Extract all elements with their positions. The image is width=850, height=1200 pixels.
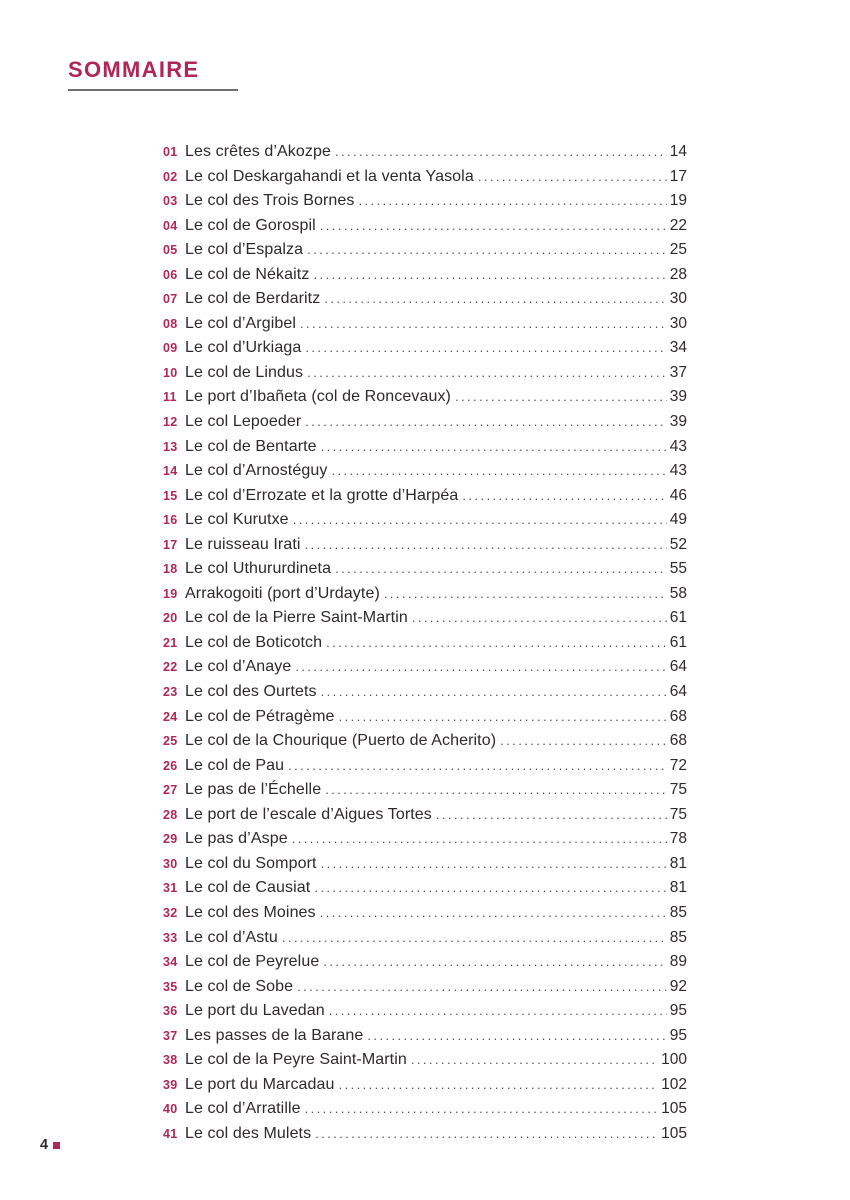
toc-entry-title: Le col d’Urkiaga [185, 339, 302, 357]
dot-leader [321, 435, 667, 459]
toc-entry [163, 803, 687, 828]
toc-entry [163, 557, 687, 582]
toc-entry-title: Le col Lepoeder [185, 413, 302, 431]
toc-entry-title: Le col des Moines [185, 903, 316, 921]
toc-entry-page: 75 [669, 781, 687, 799]
toc-entry-number: 34 [163, 955, 178, 970]
toc-entry-number: 22 [163, 660, 178, 675]
dot-leader [326, 631, 667, 655]
dot-leader [295, 655, 666, 679]
toc-entry-title: Le col de Bentarte [185, 437, 317, 455]
toc-entry [163, 655, 687, 680]
toc-entry-number: 01 [163, 145, 178, 159]
toc-entry-page: 95 [669, 1026, 687, 1044]
toc-entry-number: 13 [163, 439, 178, 454]
toc-entry-title: Le port du Lavedan [185, 1002, 325, 1020]
dot-leader [411, 1048, 658, 1072]
dot-leader [321, 852, 667, 876]
toc-entry-page: 81 [669, 879, 687, 897]
dot-leader [313, 263, 666, 287]
toc-entry [163, 361, 687, 386]
toc-entry-page: 61 [669, 633, 687, 651]
toc-entry-page: 64 [669, 658, 687, 676]
toc-entry [163, 999, 687, 1024]
toc-entry-title: Le col d’Anaye [185, 658, 292, 676]
dot-leader [321, 680, 667, 704]
toc-entry [163, 435, 687, 460]
toc-entry-number: 32 [163, 905, 178, 920]
toc-entry-page: 100 [661, 1051, 687, 1069]
toc-entry [163, 926, 687, 951]
toc-entry [163, 778, 687, 803]
toc-entry-number: 04 [163, 218, 178, 233]
toc-entry-title: Le col d’Argibel [185, 314, 296, 332]
toc-entry-title: Le col de Pau [185, 756, 285, 774]
toc-entry-number: 21 [163, 635, 178, 650]
toc-entry-title: Le col de Pétragème [185, 707, 335, 725]
toc-entry-title: Le ruisseau Irati [185, 535, 301, 553]
toc-entry [163, 852, 687, 877]
toc-entry [163, 312, 687, 337]
toc-entry-number: 14 [163, 464, 178, 479]
toc-entry-page: 61 [669, 609, 687, 627]
toc-entry-page: 46 [669, 486, 687, 504]
toc-entry-page: 52 [669, 535, 687, 553]
toc-entry-title: Le port d’Ibañeta (col de Roncevaux) [185, 388, 451, 406]
toc-entry-number: 40 [163, 1102, 178, 1117]
toc-entry-number: 10 [163, 365, 178, 380]
toc-entry-number: 24 [163, 709, 178, 724]
toc-entry-page: 64 [669, 683, 687, 701]
toc-entry-page: 30 [669, 290, 687, 308]
toc-entry [163, 680, 687, 705]
toc-entry-page: 25 [669, 241, 687, 259]
toc-entry-page: 30 [669, 314, 687, 332]
toc-entry-number: 17 [163, 537, 178, 552]
toc-entry-title: Le col de Lindus [185, 363, 304, 381]
toc-entry-title: Le pas de l’Échelle [185, 781, 322, 799]
toc-entry [163, 876, 687, 901]
toc-entry-number: 16 [163, 513, 178, 528]
toc-entry-title: Le col de Causiat [185, 879, 311, 897]
toc-entry-title: Les passes de la Barane [185, 1026, 364, 1044]
toc-entry-title: Le pas d’Aspe [185, 830, 288, 848]
dot-leader [384, 582, 667, 606]
toc-entry-page: 39 [669, 413, 687, 431]
toc-entry-page: 37 [669, 363, 687, 381]
toc-entry [163, 975, 687, 1000]
toc-entry-number: 39 [163, 1077, 178, 1092]
toc-entry-number: 07 [163, 292, 178, 307]
dot-leader [329, 999, 667, 1023]
toc-entry-number: 05 [163, 243, 178, 258]
dot-leader [315, 1122, 658, 1146]
toc-entry-page: 14 [669, 143, 687, 160]
table-of-contents [163, 140, 687, 1146]
toc-entry-number: 27 [163, 783, 178, 798]
toc-entry [163, 165, 687, 190]
toc-entry-title: Le col d’Arnostéguy [185, 462, 328, 480]
dot-leader [320, 901, 667, 925]
dot-leader [455, 385, 667, 409]
toc-entry [163, 287, 687, 312]
toc-entry-page: 17 [669, 167, 687, 185]
toc-entry-page: 68 [669, 707, 687, 725]
toc-entry-number: 29 [163, 832, 178, 847]
toc-entry [163, 754, 687, 779]
toc-entry-number: 11 [163, 390, 177, 405]
folio-marker-square [53, 1142, 60, 1149]
dot-leader [359, 189, 667, 213]
dot-leader [478, 165, 667, 189]
dot-leader [292, 827, 667, 851]
toc-entry [163, 533, 687, 558]
toc-entry-number: 33 [163, 930, 178, 945]
toc-entry-title: Le col d’Astu [185, 928, 278, 946]
dot-leader [305, 336, 666, 360]
toc-entry-page: 92 [669, 977, 687, 995]
toc-entry [163, 631, 687, 656]
dot-leader [339, 1073, 659, 1097]
toc-entry-number: 26 [163, 758, 178, 773]
toc-entry-page: 89 [669, 953, 687, 971]
toc-entry-page: 105 [661, 1100, 687, 1118]
toc-entry-page: 78 [669, 830, 687, 848]
toc-entry-title: Le col de Berdaritz [185, 290, 321, 308]
toc-entry-number: 18 [163, 562, 178, 577]
toc-entry-title: Le col d’Arratille [185, 1100, 301, 1118]
toc-entry [163, 1122, 687, 1147]
page-title: SOMMAIRE [68, 57, 200, 82]
dot-leader [314, 876, 666, 900]
toc-entry-page: 68 [669, 732, 687, 750]
toc-entry-page: 19 [669, 192, 687, 210]
toc-entry-title: Arrakogoiti (port d’Urdayte) [185, 584, 380, 602]
dot-leader [412, 606, 667, 630]
toc-entry [163, 238, 687, 263]
toc-entry-number: 41 [163, 1126, 178, 1141]
toc-entry-title: Le col Uthururdineta [185, 560, 332, 578]
toc-entry-title: Le col de Boticotch [185, 633, 323, 651]
toc-entry-title: Le col des Trois Bornes [185, 192, 355, 210]
toc-entry-number: 25 [163, 734, 178, 749]
toc-entry [163, 901, 687, 926]
toc-entry-page: 55 [669, 560, 687, 578]
dot-leader [462, 484, 666, 508]
toc-entry [163, 336, 687, 361]
page-header [68, 57, 238, 91]
dot-leader [305, 1097, 658, 1121]
toc-entry-title: Le col Kurutxe [185, 511, 289, 529]
toc-entry-page: 39 [669, 388, 687, 406]
toc-entry [163, 606, 687, 631]
toc-entry-page: 58 [669, 584, 687, 602]
toc-entry-number: 06 [163, 267, 178, 282]
toc-entry-number: 31 [163, 881, 178, 896]
toc-entry-title: Le col de Gorospil [185, 216, 316, 234]
toc-entry-number: 09 [163, 341, 178, 356]
toc-entry-title: Le col de Nékaitz [185, 265, 310, 283]
toc-entry [163, 459, 687, 484]
toc-entry-title: Le col Deskargahandi et la venta Yasola [185, 167, 474, 185]
toc-entry-title: Le col de Sobe [185, 977, 294, 995]
toc-entry-page: 34 [669, 339, 687, 357]
dot-leader [282, 926, 667, 950]
toc-entry [163, 582, 687, 607]
toc-entry-number: 35 [163, 979, 178, 994]
dot-leader [367, 1024, 666, 1048]
toc-entry [163, 385, 687, 410]
dot-leader [436, 803, 667, 827]
toc-entry [163, 729, 687, 754]
dot-leader [305, 410, 666, 434]
toc-entry-page: 28 [669, 265, 687, 283]
dot-leader [293, 508, 667, 532]
toc-entry-title: Les crêtes d’Akozpe [185, 143, 331, 160]
toc-entry-page: 75 [669, 805, 687, 823]
title-underline [68, 89, 238, 91]
toc-entry-title: Le col d’Errozate et la grotte d’Harpéa [185, 486, 459, 504]
toc-entry-number: 19 [163, 586, 178, 601]
toc-entry-number: 36 [163, 1004, 178, 1019]
toc-entry-title: Le col de Peyrelue [185, 953, 320, 971]
toc-entry [163, 1024, 687, 1049]
dot-leader [335, 140, 667, 164]
dot-leader [500, 729, 667, 753]
toc-entry-title: Le col de la Pierre Saint-Martin [185, 609, 408, 627]
toc-entry-page: 49 [669, 511, 687, 529]
toc-entry-number: 30 [163, 856, 178, 871]
toc-entry-title: Le col d’Espalza [185, 241, 304, 259]
toc-entry-title: Le col des Mulets [185, 1124, 312, 1142]
toc-entry-title: Le col des Ourtets [185, 683, 317, 701]
dot-leader [331, 459, 666, 483]
toc-entry-number: 02 [163, 169, 178, 184]
toc-entry-title: Le port du Marcadau [185, 1075, 335, 1093]
toc-entry-page: 43 [669, 437, 687, 455]
toc-entry-number: 23 [163, 685, 178, 700]
toc-entry-page: 81 [669, 854, 687, 872]
toc-entry-number: 08 [163, 316, 178, 331]
dot-leader [323, 950, 666, 974]
dot-leader [335, 557, 667, 581]
toc-entry-number: 12 [163, 415, 178, 430]
toc-entry [163, 1073, 687, 1098]
folio-number: 4 [40, 1137, 49, 1153]
toc-entry-number: 20 [163, 611, 178, 626]
toc-entry-page: 72 [669, 756, 687, 774]
toc-entry-number: 37 [163, 1028, 178, 1043]
toc-entry-page: 85 [669, 903, 687, 921]
toc-entry-page: 85 [669, 928, 687, 946]
toc-entry-page: 43 [669, 462, 687, 480]
toc-entry [163, 263, 687, 288]
toc-entry-number: 15 [163, 488, 178, 503]
dot-leader [324, 287, 666, 311]
toc-entry [163, 189, 687, 214]
toc-entry-page: 22 [669, 216, 687, 234]
dot-leader [320, 214, 667, 238]
dot-leader [288, 754, 667, 778]
toc-entry [163, 410, 687, 435]
dot-leader [307, 238, 667, 262]
toc-entry-title: Le col de la Chourique (Puerto de Acherito) [185, 732, 497, 750]
toc-entry-page: 102 [661, 1075, 687, 1093]
dot-leader [339, 705, 667, 729]
toc-entry [163, 705, 687, 730]
dot-leader [307, 361, 667, 385]
dot-leader [305, 533, 667, 557]
toc-entry-number: 28 [163, 807, 178, 822]
toc-entry-page: 105 [661, 1124, 687, 1142]
toc-entry [163, 214, 687, 239]
dot-leader [297, 975, 667, 999]
toc-entry [163, 950, 687, 975]
toc-entry-title: Le col du Somport [185, 854, 317, 872]
toc-entry [163, 508, 687, 533]
toc-entry [163, 1097, 687, 1122]
toc-entry-page: 95 [669, 1002, 687, 1020]
toc-entry-title: Le port de l’escale d’Aigues Tortes [185, 805, 432, 823]
toc-entry-title: Le col de la Peyre Saint-Martin [185, 1051, 407, 1069]
page-footer [40, 1137, 60, 1153]
toc-entry-number: 03 [163, 194, 178, 209]
toc-entry-number: 38 [163, 1053, 178, 1068]
toc-entry [163, 827, 687, 852]
dot-leader [325, 778, 667, 802]
toc-entry [163, 484, 687, 509]
toc-entry [163, 140, 687, 165]
dot-leader [300, 312, 667, 336]
toc-entry [163, 1048, 687, 1073]
